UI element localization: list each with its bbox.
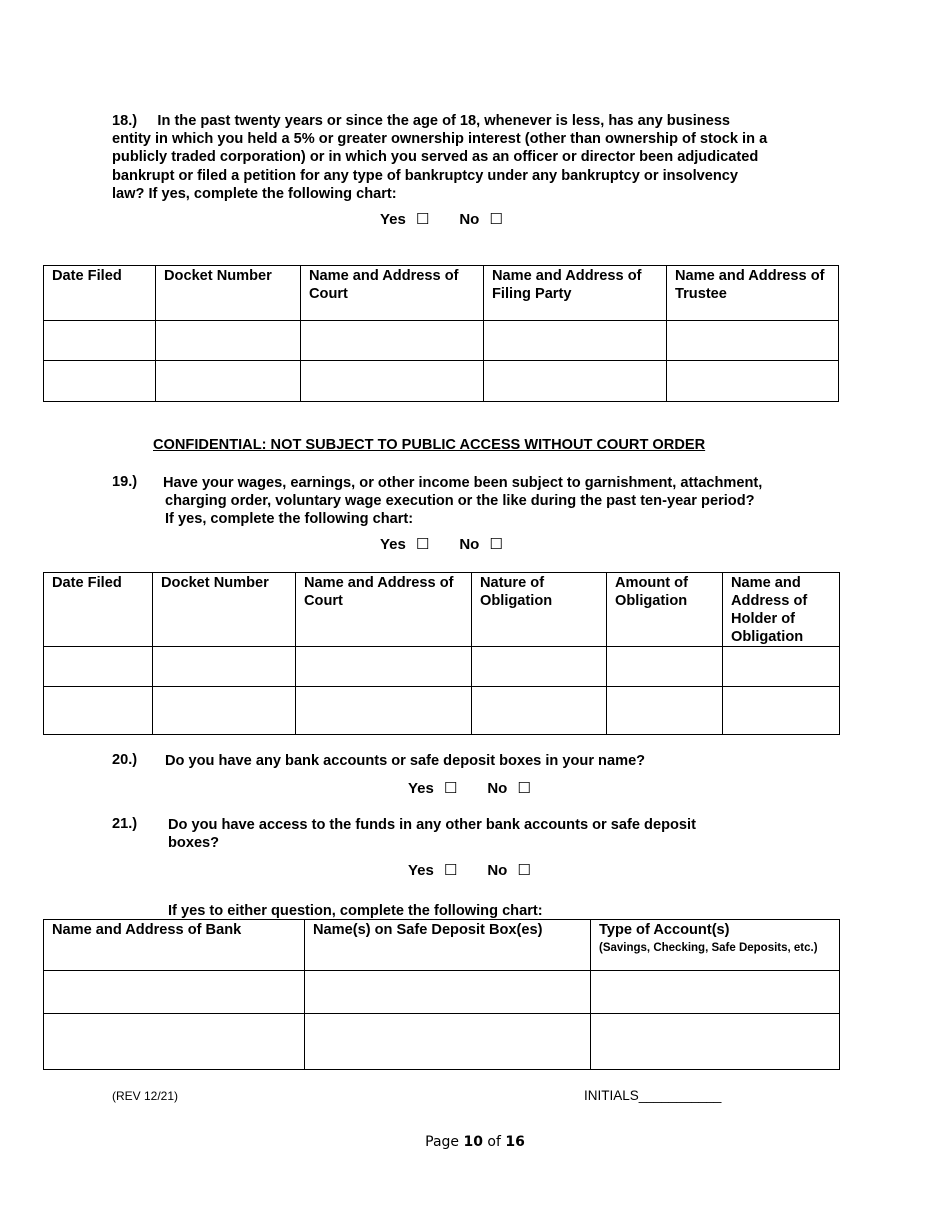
question-21-yes-no bbox=[408, 861, 531, 879]
table-header-row bbox=[44, 266, 839, 321]
header-safe-deposit-names: Name(s) on Safe Deposit Box(es) bbox=[305, 920, 591, 971]
page-number bbox=[0, 1134, 950, 1150]
question-18-text: 18.) In the past twenty years or since the age of 18, whenever is less, has any business entity in which you held a 5% or greater ownership interest (other than ownership of stock in a publicly traded corporation) or in which you served as an officer or director been adjudicated bankrupt or filed a petition for any type of bankruptcy under any bankruptcy or insolvency law? If yes, complete the following chart: bbox=[112, 113, 768, 202]
table-cell[interactable] bbox=[153, 687, 296, 735]
table-row bbox=[44, 647, 840, 687]
table-cell[interactable] bbox=[667, 361, 839, 402]
yes-checkbox[interactable]: ☐ bbox=[415, 211, 430, 228]
garnishment-table bbox=[43, 572, 840, 735]
header-date-filed: Date Filed bbox=[44, 573, 153, 647]
page-word: Page bbox=[425, 1134, 460, 1150]
bank-accounts-table bbox=[43, 919, 840, 1070]
table-row bbox=[44, 687, 840, 735]
yes-label: Yes bbox=[408, 862, 434, 879]
header-filing-party: Name and Address of Filing Party bbox=[484, 266, 667, 321]
table-cell[interactable] bbox=[607, 647, 723, 687]
table-cell[interactable] bbox=[301, 361, 484, 402]
table-cell[interactable] bbox=[607, 687, 723, 735]
no-checkbox[interactable]: ☐ bbox=[489, 536, 503, 553]
yes-label: Yes bbox=[380, 536, 406, 553]
header-amount-of-obligation: Amount of Obligation bbox=[607, 573, 723, 647]
revision-label: (REV 12/21) bbox=[112, 1089, 179, 1103]
yes-checkbox[interactable]: ☐ bbox=[415, 536, 430, 553]
no-label: No bbox=[487, 780, 508, 797]
no-checkbox[interactable]: ☐ bbox=[517, 780, 531, 797]
question-21-text: Do you have access to the funds in any other bank accounts or safe deposit boxes? bbox=[168, 817, 696, 852]
bankruptcy-table bbox=[43, 265, 839, 402]
table-header-row bbox=[44, 920, 840, 971]
question-20-yes-no bbox=[408, 779, 531, 797]
question-19-yes-no bbox=[380, 535, 503, 553]
header-docket-number: Docket Number bbox=[153, 573, 296, 647]
table-cell[interactable] bbox=[44, 1014, 305, 1070]
header-docket-number: Docket Number bbox=[156, 266, 301, 321]
header-nature-of-obligation: Nature of Obligation bbox=[472, 573, 607, 647]
table-cell[interactable] bbox=[44, 971, 305, 1014]
table-cell[interactable] bbox=[472, 687, 607, 735]
table-cell[interactable] bbox=[591, 1014, 840, 1070]
table-row bbox=[44, 321, 839, 361]
table-cell[interactable] bbox=[44, 687, 153, 735]
yes-label: Yes bbox=[380, 211, 406, 228]
table-cell[interactable] bbox=[296, 647, 472, 687]
table-row bbox=[44, 1014, 840, 1070]
table-cell[interactable] bbox=[44, 321, 156, 361]
page-total: 16 bbox=[505, 1134, 525, 1150]
account-type-note: (Savings, Checking, Safe Deposits, etc.) bbox=[599, 942, 818, 954]
question-19-text: Have your wages, earnings, or other income been subject to garnishment, attachment, charging order, voluntary wage execution or the like during the past ten-year period? If yes, complete the following chart: bbox=[163, 475, 763, 528]
no-label: No bbox=[459, 536, 480, 553]
yes-checkbox[interactable]: ☐ bbox=[443, 862, 458, 879]
table-cell[interactable] bbox=[156, 361, 301, 402]
bank-table-intro: If yes to either question, complete the following chart: bbox=[168, 903, 543, 919]
table-header-row bbox=[44, 573, 840, 647]
table-cell[interactable] bbox=[484, 361, 667, 402]
no-label: No bbox=[487, 862, 508, 879]
table-cell[interactable] bbox=[44, 647, 153, 687]
table-cell[interactable] bbox=[305, 971, 591, 1014]
table-cell[interactable] bbox=[667, 321, 839, 361]
question-20-text: Do you have any bank accounts or safe deposit boxes in your name? bbox=[165, 753, 646, 769]
page-of: of bbox=[487, 1134, 501, 1150]
header-holder-of-obligation: Name and Address of Holder of Obligation bbox=[723, 573, 840, 647]
header-bank-name-address: Name and Address of Bank bbox=[44, 920, 305, 971]
table-cell[interactable] bbox=[723, 647, 840, 687]
page-current: 10 bbox=[463, 1134, 483, 1150]
table-cell[interactable] bbox=[723, 687, 840, 735]
header-court: Name and Address of Court bbox=[296, 573, 472, 647]
table-cell[interactable] bbox=[472, 647, 607, 687]
account-type-label: Type of Account(s) bbox=[599, 922, 730, 938]
header-court: Name and Address of Court bbox=[301, 266, 484, 321]
initials-field[interactable]: INITIALS___________ bbox=[584, 1088, 722, 1103]
table-cell[interactable] bbox=[591, 971, 840, 1014]
no-label: No bbox=[459, 211, 480, 228]
question-20-number: 20.) bbox=[112, 752, 138, 768]
question-21-number: 21.) bbox=[112, 816, 138, 832]
header-account-type bbox=[591, 920, 840, 971]
question-19-number: 19.) bbox=[112, 474, 138, 490]
yes-label: Yes bbox=[408, 780, 434, 797]
no-checkbox[interactable]: ☐ bbox=[517, 862, 531, 879]
confidential-heading: CONFIDENTIAL: NOT SUBJECT TO PUBLIC ACCESS WITHOUT COURT ORDER bbox=[153, 437, 706, 453]
table-cell[interactable] bbox=[484, 321, 667, 361]
table-row bbox=[44, 361, 839, 402]
question-18-yes-no bbox=[380, 210, 503, 228]
yes-checkbox[interactable]: ☐ bbox=[443, 780, 458, 797]
table-cell[interactable] bbox=[301, 321, 484, 361]
table-cell[interactable] bbox=[156, 321, 301, 361]
header-date-filed: Date Filed bbox=[44, 266, 156, 321]
table-cell[interactable] bbox=[153, 647, 296, 687]
header-trustee: Name and Address of Trustee bbox=[667, 266, 839, 321]
no-checkbox[interactable]: ☐ bbox=[489, 211, 503, 228]
table-row bbox=[44, 971, 840, 1014]
table-cell[interactable] bbox=[296, 687, 472, 735]
table-cell[interactable] bbox=[44, 361, 156, 402]
table-cell[interactable] bbox=[305, 1014, 591, 1070]
